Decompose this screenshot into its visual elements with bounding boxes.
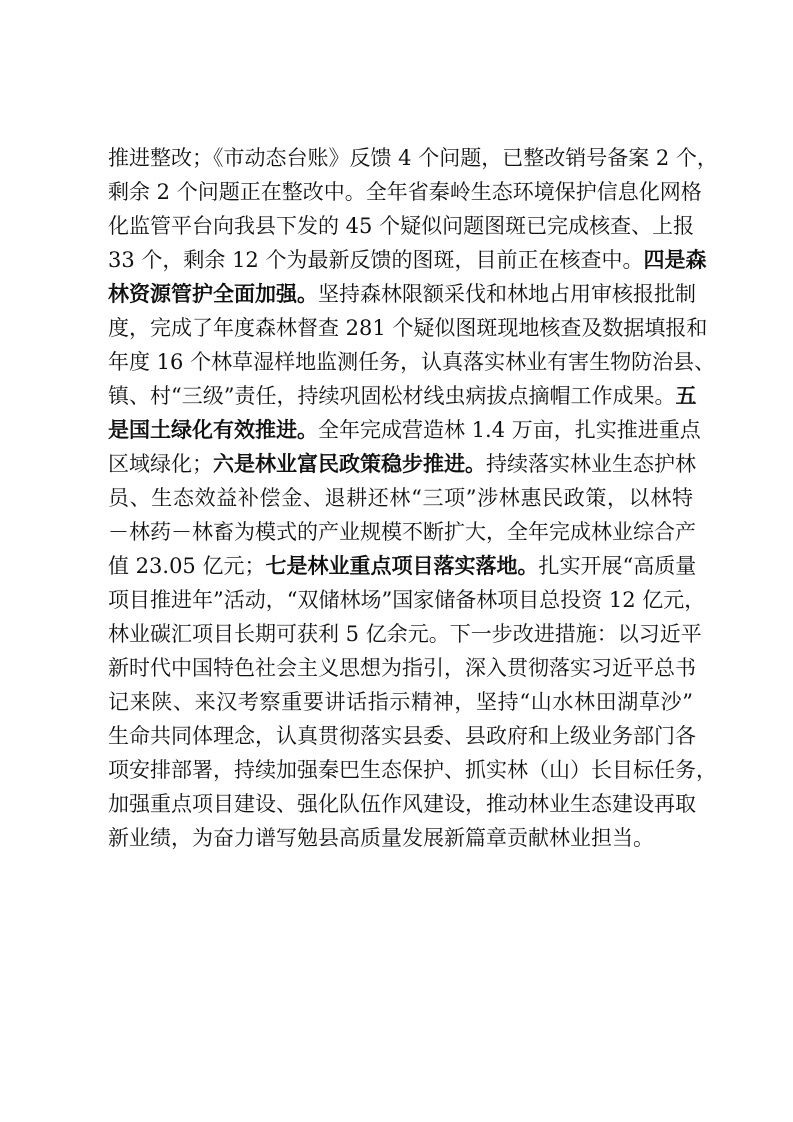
body-text-segment: 项目推进年”活动，“双储林场”国家储备林项目总投资 12 亿元，: [108, 588, 706, 612]
body-text-segment: 项安排部署，持续加强秦巴生态保护、抓实林（山）长目标任务，: [108, 758, 717, 782]
body-text-segment: 33 个，剩余 12 个为最新反馈的图斑，目前正在核查中。: [108, 248, 644, 272]
body-text-segment: 化监管平台向我县下发的 45 个疑似问题图斑已完成核查、上报: [108, 214, 695, 238]
body-text-segment: 林业碳汇项目长期可获利 5 亿余元。下一步改进措施：以习近平: [108, 622, 702, 646]
body-text-segment: 剩余 2 个问题正在整改中。全年省秦岭生态环境保护信息化网格: [108, 180, 702, 204]
text-line: [108, 719, 696, 753]
body-text-segment: 年度 16 个林草湿样地监测任务，认真落实林业有害生物防治县、: [108, 350, 716, 374]
text-line: [108, 379, 697, 413]
text-line: [108, 685, 693, 719]
text-line: [108, 515, 696, 549]
body-text-segment: 持续落实林业生态护林: [486, 452, 696, 476]
body-text-segment: 记来陕、来汉考察重要讲话指示精神，坚持“山水林田湖草沙”: [108, 690, 693, 714]
text-line: [108, 447, 696, 481]
bold-heading-text: 六是林业富民政策稳步推进。: [213, 452, 486, 476]
text-line: [108, 583, 706, 617]
text-line: [108, 277, 696, 311]
text-line: [108, 413, 701, 447]
text-line: [108, 753, 717, 787]
text-line: [108, 175, 702, 209]
body-text-segment: 扎实开展“高质量: [538, 554, 697, 578]
body-paragraph: [108, 141, 718, 855]
text-line: [108, 209, 693, 243]
body-text-segment: 镇、村“三级”责任，持续巩固松材线虫病拔点摘帽工作成果。: [108, 384, 676, 408]
bold-heading-text: 五: [675, 384, 697, 408]
body-text-segment: 新时代中国特色社会主义思想为指引，深入贯彻落实习近平总书: [108, 656, 696, 680]
body-text-segment: 生命共同体理念，认真贯彻落实县委、县政府和上级业务部门各: [108, 724, 696, 748]
text-line: [108, 481, 693, 515]
body-text-segment: 值 23.05 亿元；: [108, 554, 266, 578]
body-text-segment: 员、生态效益补偿金、退耕还林“三项”涉林惠民政策，以林特: [108, 486, 693, 510]
text-line: [108, 787, 696, 821]
text-line: [108, 243, 707, 277]
text-line: [108, 821, 693, 855]
bold-heading-text: 是国土绿化有效推进。: [108, 418, 318, 442]
body-text-segment: 区域绿化；: [108, 452, 213, 476]
bold-heading-text: 七是林业重点项目落实落地。: [265, 554, 539, 578]
text-line: [108, 311, 708, 345]
body-text-segment: 加强重点项目建设、强化队伍作风建设，推动林业生态建设再取: [108, 792, 696, 816]
body-text-segment: 度，完成了年度森林督查 281 个疑似图斑现地核查及数据填报和: [108, 316, 708, 340]
body-text-segment: 坚持森林限额采伐和林地占用审核报批制: [318, 282, 696, 306]
body-text-segment: 新业绩，为奋力谱写勉县高质量发展新篇章贡献林业担当。: [108, 826, 654, 850]
text-line: [108, 617, 702, 651]
bold-heading-text: 林资源管护全面加强。: [108, 282, 318, 306]
text-line: [108, 345, 716, 379]
bold-heading-text: 四是森: [643, 248, 707, 272]
body-text-segment: 全年完成营造林 1.4 万亩，扎实推进重点: [318, 418, 701, 442]
text-line: [108, 549, 697, 583]
body-text-segment: 推进整改；《市动态台账》反馈 4 个问题，已整改销号备案 2 个，: [108, 146, 718, 170]
body-text-segment: －林药－林畜为模式的产业规模不断扩大，全年完成林业综合产: [108, 520, 696, 544]
text-line: [108, 141, 718, 175]
text-line: [108, 651, 696, 685]
